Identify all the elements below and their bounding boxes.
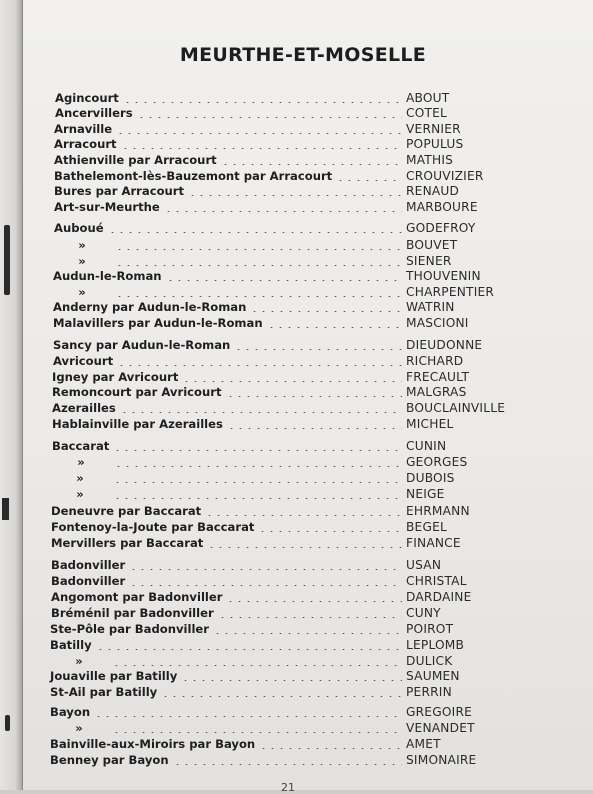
dot-leader	[226, 387, 402, 397]
person-name: MATHIS	[406, 153, 454, 167]
place-name: »	[78, 285, 86, 299]
list-item	[23, 299, 593, 315]
list-item	[23, 752, 593, 768]
person-name: GREGOIRE	[406, 705, 473, 719]
place-name: Bures par Arracourt	[54, 184, 185, 198]
dot-leader	[205, 506, 402, 516]
person-name: SIMONAIRE	[406, 753, 477, 767]
person-name: CHRISTAL	[406, 574, 467, 588]
place-name: »	[77, 455, 85, 469]
list-item	[23, 605, 593, 621]
dot-leader	[115, 256, 402, 266]
dot-leader	[129, 576, 402, 586]
place-name: Agincourt	[55, 91, 119, 105]
dot-leader	[112, 723, 402, 733]
list-item	[23, 653, 593, 669]
dot-leader	[113, 441, 402, 451]
dot-leader	[234, 340, 402, 350]
person-name: VERNIER	[406, 122, 461, 136]
dot-leader	[96, 640, 402, 650]
dot-leader	[218, 608, 402, 618]
person-name: CHARPENTIER	[406, 285, 495, 299]
list-item	[23, 400, 593, 416]
list-item	[23, 557, 593, 573]
list-item	[23, 121, 593, 137]
place-name: Bréménil par Badonviller	[51, 606, 214, 620]
place-name: »	[76, 487, 84, 501]
list-item	[23, 353, 593, 369]
list-item	[23, 535, 593, 551]
place-name: Auboué	[54, 221, 104, 235]
place-name: Ste-Pôle par Badonviller	[50, 622, 210, 636]
adjacent-page-edge	[0, 0, 23, 790]
person-name: SIENER	[406, 254, 452, 268]
place-name: Avricourt	[53, 354, 114, 368]
list-item	[23, 519, 593, 535]
dot-leader	[120, 403, 402, 413]
person-name: COTEL	[406, 106, 448, 120]
person-name: VENANDET	[406, 721, 475, 735]
person-name: RICHARD	[406, 354, 464, 368]
list-item	[23, 416, 593, 432]
list-item	[23, 503, 593, 519]
dot-leader	[108, 223, 402, 233]
place-name: Jouaville par Batilly	[50, 669, 178, 683]
place-name: »	[75, 654, 83, 668]
place-name: Deneuvre par Baccarat	[51, 504, 202, 518]
person-name: USAN	[406, 558, 442, 572]
place-name: »	[78, 254, 86, 268]
list-item	[23, 573, 593, 589]
person-name: SAUMEN	[406, 669, 460, 683]
dot-leader	[113, 473, 402, 483]
dot-leader	[336, 171, 402, 181]
place-name: Art-sur-Meurthe	[54, 200, 160, 214]
person-name: POPULUS	[406, 137, 464, 151]
dot-leader	[258, 522, 402, 532]
list-item	[23, 105, 593, 121]
place-name: Bathelemont-lès-Bauzemont par Arracourt	[54, 169, 333, 183]
list-item	[23, 704, 593, 720]
place-name: Igney par Avricourt	[52, 370, 179, 384]
place-name: Arnaville	[54, 122, 113, 136]
dot-leader	[259, 739, 402, 749]
person-name: CUNIN	[406, 439, 447, 453]
person-name: MALGRAS	[406, 385, 467, 399]
place-name: Bayon	[50, 705, 91, 719]
place-name: Benney par Bayon	[50, 753, 169, 767]
place-name: »	[75, 721, 83, 735]
place-name: Athienville par Arracourt	[54, 153, 217, 167]
place-name: Arracourt	[54, 137, 117, 151]
list-item	[23, 284, 593, 300]
person-name: POIROT	[406, 622, 454, 636]
dot-leader	[115, 240, 402, 250]
person-name: MASCIONI	[406, 316, 469, 330]
person-name: DIEUDONNE	[406, 338, 483, 352]
place-name: Hablainville par Azerailles	[52, 417, 223, 431]
person-name: MARBOURE	[406, 200, 478, 214]
person-name: ABOUT	[406, 91, 450, 105]
list-item	[23, 720, 593, 736]
place-name: Anderny par Audun-le-Roman	[53, 300, 247, 314]
place-name: Remoncourt par Avricourt	[52, 385, 222, 399]
place-name: Badonviller	[51, 574, 126, 588]
dot-leader	[226, 592, 402, 602]
dot-leader	[115, 287, 402, 297]
place-name: St-Ail par Batilly	[50, 685, 158, 699]
place-name: Sancy par Audun-le-Roman	[53, 338, 231, 352]
person-name: MICHEL	[406, 417, 454, 431]
dot-leader	[116, 124, 402, 134]
list-item	[23, 384, 593, 400]
page-edge-mark	[2, 498, 9, 520]
person-name: BOUVET	[406, 238, 458, 252]
person-name: PERRIN	[406, 685, 452, 699]
person-name: NEIGE	[406, 487, 445, 501]
list-item	[23, 337, 593, 353]
dot-leader	[117, 356, 402, 366]
list-item	[23, 152, 593, 168]
list-item	[23, 454, 593, 470]
list-item	[23, 199, 593, 215]
person-name: GEORGES	[406, 455, 468, 469]
dot-leader	[121, 139, 402, 149]
list-item	[23, 637, 593, 653]
person-name: DULICK	[406, 654, 453, 668]
document-page	[23, 0, 593, 794]
list-item	[23, 183, 593, 199]
list-item	[23, 684, 593, 700]
person-name: WATRIN	[406, 300, 455, 314]
dot-leader	[113, 489, 402, 499]
place-name: Batilly	[50, 638, 92, 652]
list-item	[23, 369, 593, 385]
person-name: DUBOIS	[406, 471, 455, 485]
dot-leader	[173, 755, 402, 765]
place-name: Audun-le-Roman	[53, 269, 162, 283]
dot-leader	[213, 624, 402, 634]
place-name: Azerailles	[52, 401, 116, 415]
dot-leader	[188, 186, 402, 196]
dot-leader	[250, 302, 402, 312]
place-name: Angomont par Badonviller	[51, 590, 223, 604]
dot-leader	[181, 671, 402, 681]
list-item	[23, 668, 593, 684]
list-item	[23, 736, 593, 752]
list-item	[23, 470, 593, 486]
person-name: LEPLOMB	[406, 638, 465, 652]
dot-leader	[227, 419, 402, 429]
place-name: Badonviller	[51, 558, 126, 572]
list-item	[23, 268, 593, 284]
list-item	[23, 438, 593, 454]
dot-leader	[207, 538, 402, 548]
person-name: AMET	[406, 737, 441, 751]
person-name: EHRMANN	[406, 504, 470, 518]
list-item	[23, 136, 593, 152]
place-name: Mervillers par Baccarat	[51, 536, 204, 550]
person-name: GODEFROY	[406, 221, 476, 235]
dot-leader	[221, 155, 402, 165]
list-item	[23, 486, 593, 502]
person-name: DARDAINE	[406, 590, 472, 604]
place-name: Fontenoy-la-Joute par Baccarat	[51, 520, 255, 534]
dot-leader	[267, 318, 402, 328]
place-name: »	[78, 238, 86, 252]
dot-leader	[129, 560, 402, 570]
person-name: CUNY	[406, 606, 441, 620]
person-name: FINANCE	[406, 536, 461, 550]
person-name: THOUVENIN	[406, 269, 481, 283]
page-edge-mark	[4, 225, 10, 295]
dot-leader	[112, 656, 402, 666]
person-name: CROUVIZIER	[406, 169, 484, 183]
dot-leader	[94, 707, 402, 717]
list-item	[23, 220, 593, 236]
person-name: FRECAULT	[406, 370, 470, 384]
dot-leader	[161, 687, 402, 697]
place-name: Bainville-aux-Miroirs par Bayon	[50, 737, 256, 751]
page-edge-mark	[5, 715, 10, 731]
place-name: Malavillers par Audun-le-Roman	[53, 316, 263, 330]
person-name: BEGEL	[406, 520, 447, 534]
dot-leader	[123, 93, 402, 103]
place-name: Baccarat	[52, 439, 110, 453]
list-item	[23, 315, 593, 331]
person-name: RENAUD	[406, 184, 460, 198]
page-title: MEURTHE-ET-MOSELLE	[179, 44, 427, 66]
list-item	[23, 90, 593, 106]
list-item	[23, 168, 593, 184]
list-item	[23, 253, 593, 269]
dot-leader	[164, 202, 402, 212]
place-name: »	[76, 471, 84, 485]
list-item	[23, 589, 593, 605]
list-item	[23, 621, 593, 637]
page-number: 21	[281, 781, 295, 794]
person-name: BOUCLAINVILLE	[406, 401, 506, 415]
dot-leader	[114, 457, 402, 467]
dot-leader	[166, 271, 402, 281]
list-item	[23, 237, 593, 253]
dot-leader	[182, 372, 402, 382]
place-name: Ancervillers	[55, 106, 133, 120]
dot-leader	[137, 108, 402, 118]
